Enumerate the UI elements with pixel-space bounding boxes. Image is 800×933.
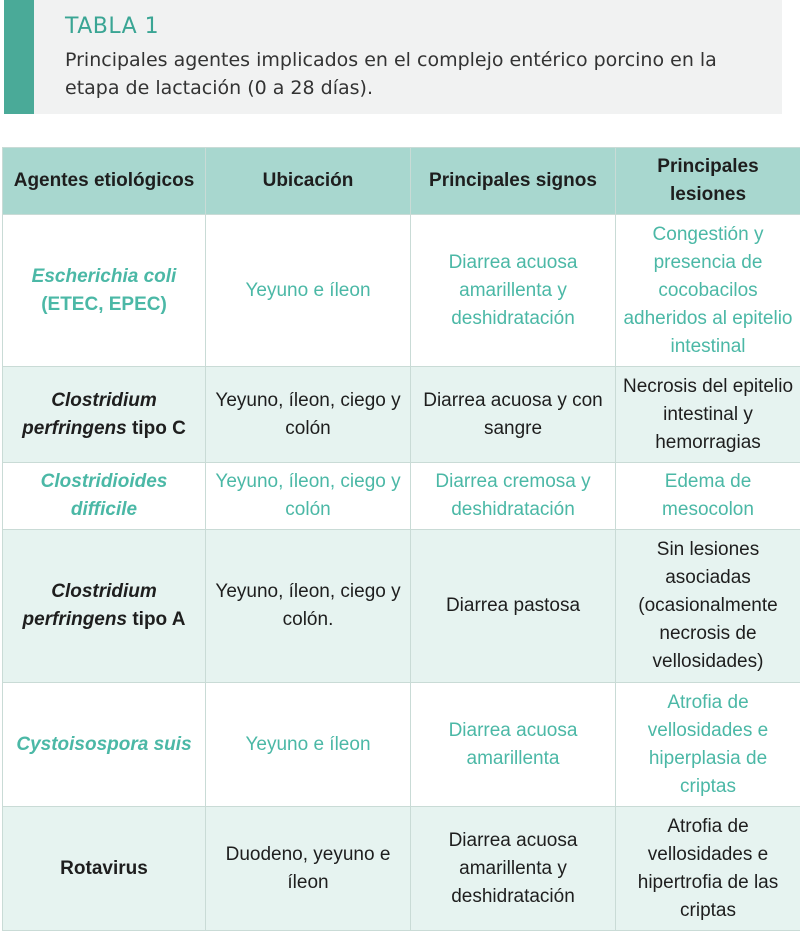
agent-cell — [3, 530, 206, 683]
location-cell: Yeyuno, íleon, ciego y colón — [206, 367, 411, 463]
agent-cell — [3, 215, 206, 367]
location-cell: Yeyuno, íleon, ciego y colón. — [206, 530, 411, 683]
column-header-location: Ubicación — [206, 148, 411, 215]
location-cell: Yeyuno, íleon, ciego y colón — [206, 463, 411, 530]
table-label: TABLA 1 — [65, 14, 160, 39]
table-title-box — [4, 0, 782, 114]
signs-cell: Diarrea acuosa y con sangre — [411, 367, 616, 463]
lesions-cell: Necrosis del epitelio intestinal y hemorragias — [616, 367, 800, 463]
table-header-row — [3, 148, 800, 215]
agent-name: Clostridium perfringens — [22, 581, 157, 630]
table-row — [3, 683, 800, 807]
agent-suffix: tipo C — [131, 417, 186, 439]
agent-name: Escherichia coli — [31, 265, 177, 287]
lesions-cell: Atrofia de vellosidades e hipertrofia de las criptas — [616, 807, 800, 931]
table-row — [3, 463, 800, 530]
location-cell: Yeyuno e íleon — [206, 215, 411, 367]
table-caption: Principales agentes implicados en el complejo entérico porcino en la etapa de lactación (0 a 28 días). — [65, 49, 717, 99]
agent-suffix: (ETEC, EPEC) — [41, 293, 167, 315]
table-row — [3, 530, 800, 683]
table-row — [3, 367, 800, 463]
agent-cell: Rotavirus — [3, 807, 206, 931]
location-cell: Yeyuno e íleon — [206, 683, 411, 807]
signs-cell: Diarrea acuosa amarillenta y deshidratación — [411, 215, 616, 367]
signs-cell: Diarrea acuosa amarillenta y deshidratación — [411, 807, 616, 931]
agents-table — [2, 147, 800, 931]
agent-name: Clostridioides difficile — [40, 471, 168, 520]
agent-cell — [3, 683, 206, 807]
signs-cell: Diarrea pastosa — [411, 530, 616, 683]
agent-name: Clostridium perfringens — [22, 389, 157, 439]
agent-suffix: tipo A — [132, 609, 186, 630]
agent-name: Cystoisospora suis — [16, 733, 192, 755]
agent-cell — [3, 463, 206, 530]
table-row — [3, 807, 800, 931]
signs-cell: Diarrea cremosa y deshidratación — [411, 463, 616, 530]
column-header-signs: Principales signos — [411, 148, 616, 215]
signs-cell: Diarrea acuosa amarillenta — [411, 683, 616, 807]
lesions-cell: Congestión y presencia de cocobacilos adheridos al epitelio intestinal — [616, 215, 800, 367]
column-header-lesions: Principales lesiones — [616, 148, 800, 215]
table-row — [3, 215, 800, 367]
agent-cell — [3, 367, 206, 463]
accent-bar — [4, 0, 34, 114]
location-cell: Duodeno, yeyuno e íleon — [206, 807, 411, 931]
lesions-cell: Edema de mesocolon — [616, 463, 800, 530]
lesions-cell: Atrofia de vellosidades e hiperplasia de criptas — [616, 683, 800, 807]
column-header-agents: Agentes etiológicos — [3, 148, 206, 215]
lesions-cell: Sin lesiones asociadas (ocasionalmente necrosis de vellosidades) — [616, 530, 800, 683]
